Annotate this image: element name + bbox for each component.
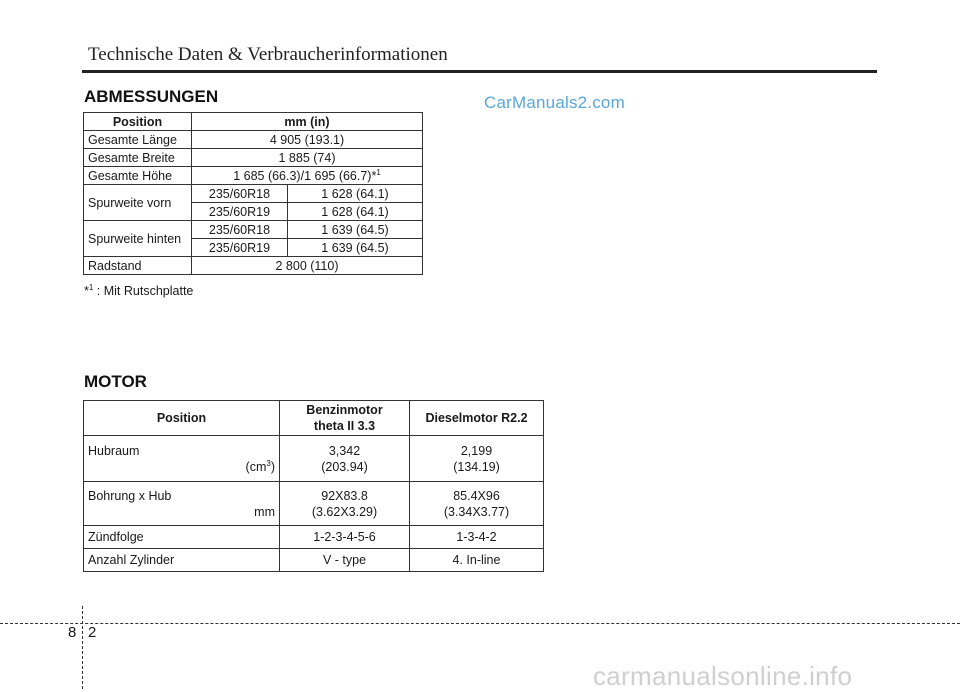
tire-size: 235/60R19 xyxy=(192,239,288,257)
page-number-page: 2 xyxy=(88,624,97,641)
table-row xyxy=(84,436,544,482)
row-label: Spurweite hinten xyxy=(84,221,192,257)
table-row xyxy=(84,482,544,526)
footer-dashed-divider xyxy=(82,606,83,689)
row-label: Anzahl Zylinder xyxy=(84,549,280,572)
unit-base: (cm xyxy=(245,459,267,474)
tire-size: 235/60R19 xyxy=(192,203,288,221)
table-row xyxy=(84,185,423,203)
benzin-value: 1-2-3-4-5-6 xyxy=(280,526,410,549)
row-label: Gesamte Breite xyxy=(84,149,192,167)
row-value: 2 800 (110) xyxy=(192,257,423,275)
row-label: Zündfolge xyxy=(84,526,280,549)
table-row xyxy=(84,131,423,149)
value-line: (203.94) xyxy=(321,459,368,474)
column-header-position: Position xyxy=(84,401,280,436)
row-value: 1 639 (64.5) xyxy=(288,221,423,239)
unit-sup: 3 xyxy=(266,458,271,468)
benzin-header-line2: theta II 3.3 xyxy=(313,419,376,433)
benzin-value: V - type xyxy=(280,549,410,572)
diesel-value xyxy=(410,482,544,526)
row-label: Hubraum xyxy=(88,443,140,458)
value-line: 3,342 xyxy=(328,443,361,458)
footnote-marker: 1 xyxy=(376,167,381,177)
table-row xyxy=(84,221,423,239)
row-label-cell xyxy=(84,482,280,526)
watermark-link[interactable]: CarManuals2.com xyxy=(484,93,625,112)
row-label-cell xyxy=(84,436,280,482)
row-label: Spurweite vorn xyxy=(84,185,192,221)
motor-title: MOTOR xyxy=(84,372,147,391)
abmessungen-table xyxy=(83,112,423,275)
table-row xyxy=(84,257,423,275)
value-line: 2,199 xyxy=(460,443,493,458)
footnote xyxy=(84,284,193,298)
diesel-value xyxy=(410,436,544,482)
unit-label xyxy=(88,459,275,475)
column-header-position: Position xyxy=(84,113,192,131)
row-value: 1 628 (64.1) xyxy=(288,203,423,221)
table-row xyxy=(84,549,544,572)
tire-size: 235/60R18 xyxy=(192,221,288,239)
diesel-value: 1-3-4-2 xyxy=(410,526,544,549)
row-value: 1 639 (64.5) xyxy=(288,239,423,257)
page-number-chapter: 8 xyxy=(68,624,77,641)
column-header-benzin xyxy=(280,401,410,436)
abmessungen-title: ABMESSUNGEN xyxy=(84,87,219,106)
benzin-value xyxy=(280,482,410,526)
height-value: 1 685 (66.3)/1 695 (66.7)* xyxy=(233,168,377,183)
table-row xyxy=(84,167,423,185)
row-value: 1 885 (74) xyxy=(192,149,423,167)
row-label: Gesamte Länge xyxy=(84,131,192,149)
footnote-sup: 1 xyxy=(88,282,94,292)
row-label: Gesamte Höhe xyxy=(84,167,192,185)
row-value xyxy=(192,167,423,185)
row-label: Bohrung x Hub xyxy=(88,488,172,503)
page-header-title: Technische Daten & Verbraucherinformationen xyxy=(88,44,448,65)
unit-end: ) xyxy=(270,459,275,474)
header-rule xyxy=(82,70,877,73)
column-header-diesel: Dieselmotor R2.2 xyxy=(410,401,544,436)
value-line: (3.34X3.77) xyxy=(443,504,510,519)
footer-dashed-rule xyxy=(0,623,960,624)
row-value: 1 628 (64.1) xyxy=(288,185,423,203)
table-row xyxy=(84,149,423,167)
value-line: (3.62X3.29) xyxy=(311,504,378,519)
footnote-mark: * xyxy=(84,284,89,298)
motor-table xyxy=(83,400,544,572)
table-header-row xyxy=(84,401,544,436)
value-line: 92X83.8 xyxy=(321,488,368,503)
row-value: 4 905 (193.1) xyxy=(192,131,423,149)
benzin-value xyxy=(280,436,410,482)
row-label: Radstand xyxy=(84,257,192,275)
benzin-header-line1: Benzinmotor xyxy=(306,403,383,417)
column-header-mm: mm (in) xyxy=(192,113,423,131)
footnote-text: : Mit Rutschplatte xyxy=(93,284,194,298)
table-row xyxy=(84,526,544,549)
value-line: (134.19) xyxy=(453,459,500,474)
value-line: 85.4X96 xyxy=(453,488,500,503)
tire-size: 235/60R18 xyxy=(192,185,288,203)
table-header-row xyxy=(84,113,423,131)
footer-watermark: carmanualsonline.info xyxy=(593,661,853,691)
unit-label: mm xyxy=(254,504,275,519)
diesel-value: 4. In-line xyxy=(410,549,544,572)
